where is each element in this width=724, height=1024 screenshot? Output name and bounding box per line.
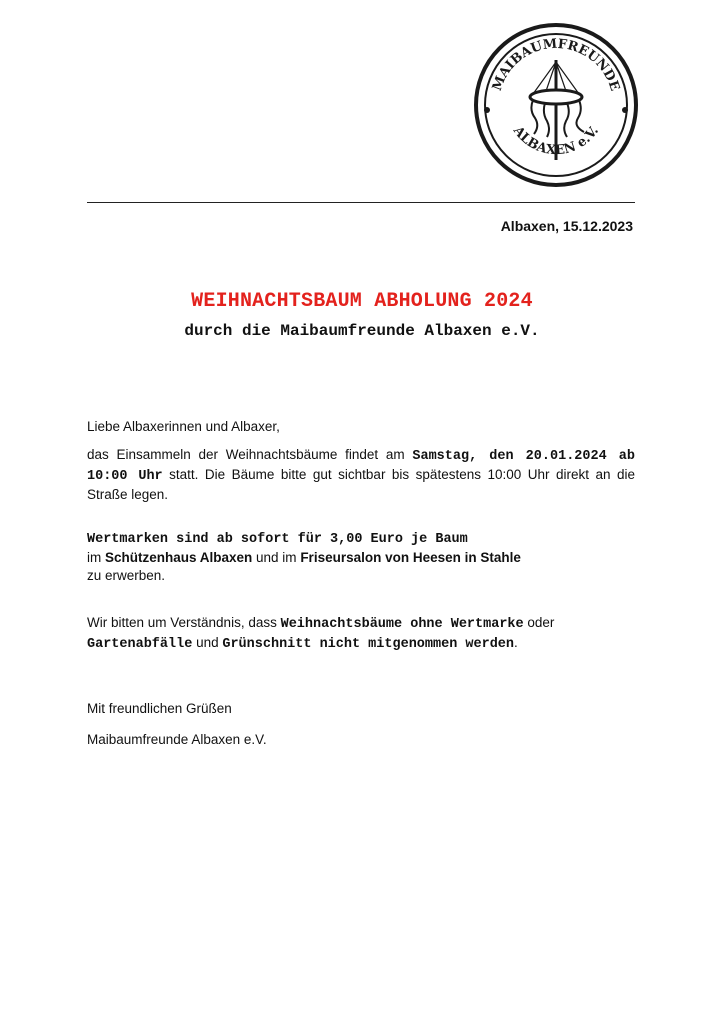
paragraph-tokens: [87, 531, 635, 585]
greeting: Liebe Albaxerinnen und Albaxer,: [87, 419, 280, 434]
closing: Mit freundlichen Grüßen: [87, 701, 232, 716]
date-line: Albaxen, 15.12.2023: [500, 218, 633, 234]
location-1: Schützenhaus Albaxen: [105, 550, 253, 565]
notice-item-2: Gartenabfälle: [87, 637, 193, 652]
p2-text-2: statt. Die Bäume bitte gut sichtbar bis spätestens 10:00 Uhr direkt an die Straße legen.: [87, 467, 635, 502]
p4-text-1: Wir bitten um Verständnis, dass: [87, 615, 281, 630]
logo-bottom-text: ALBAXEN e.V.: [509, 123, 602, 159]
page-subtitle: durch die Maibaumfreunde Albaxen e.V.: [184, 322, 540, 340]
p4-text-3: und: [192, 635, 223, 650]
paragraph-collection-date: [87, 446, 635, 504]
p2-text-1: das Einsammeln der Weihnachtsbäume findet am: [87, 447, 413, 462]
location-2: Friseursalon von Heesen in Stahle: [300, 550, 521, 565]
notice-item-1: Weihnachtsbäume ohne Wertmarke: [280, 617, 524, 632]
signature: Maibaumfreunde Albaxen e.V.: [87, 732, 267, 747]
p3-text-1: im: [87, 550, 105, 565]
p4-text-4: .: [514, 635, 518, 650]
p3-text-3: zu erwerben.: [87, 568, 166, 583]
notice-item-3: Grünschnitt nicht mitgenommen werden: [222, 637, 515, 652]
header-divider: [87, 202, 635, 203]
page-title: WEIHNACHTSBAUM ABHOLUNG 2024: [191, 290, 533, 313]
collection-date: Samstag, den 20.01.2024 ab 10:00 Uhr: [87, 449, 635, 484]
p3-text-2: und im: [252, 550, 301, 565]
paragraph-notice: [87, 614, 635, 654]
maibaumfreunde-logo: [473, 22, 639, 188]
p4-text-2: oder: [523, 615, 555, 630]
logo-top-text: MAIBAUMFREUNDE: [489, 36, 623, 93]
tokens-price: Wertmarken sind ab sofort für 3,00 Euro je Baum: [87, 532, 468, 547]
